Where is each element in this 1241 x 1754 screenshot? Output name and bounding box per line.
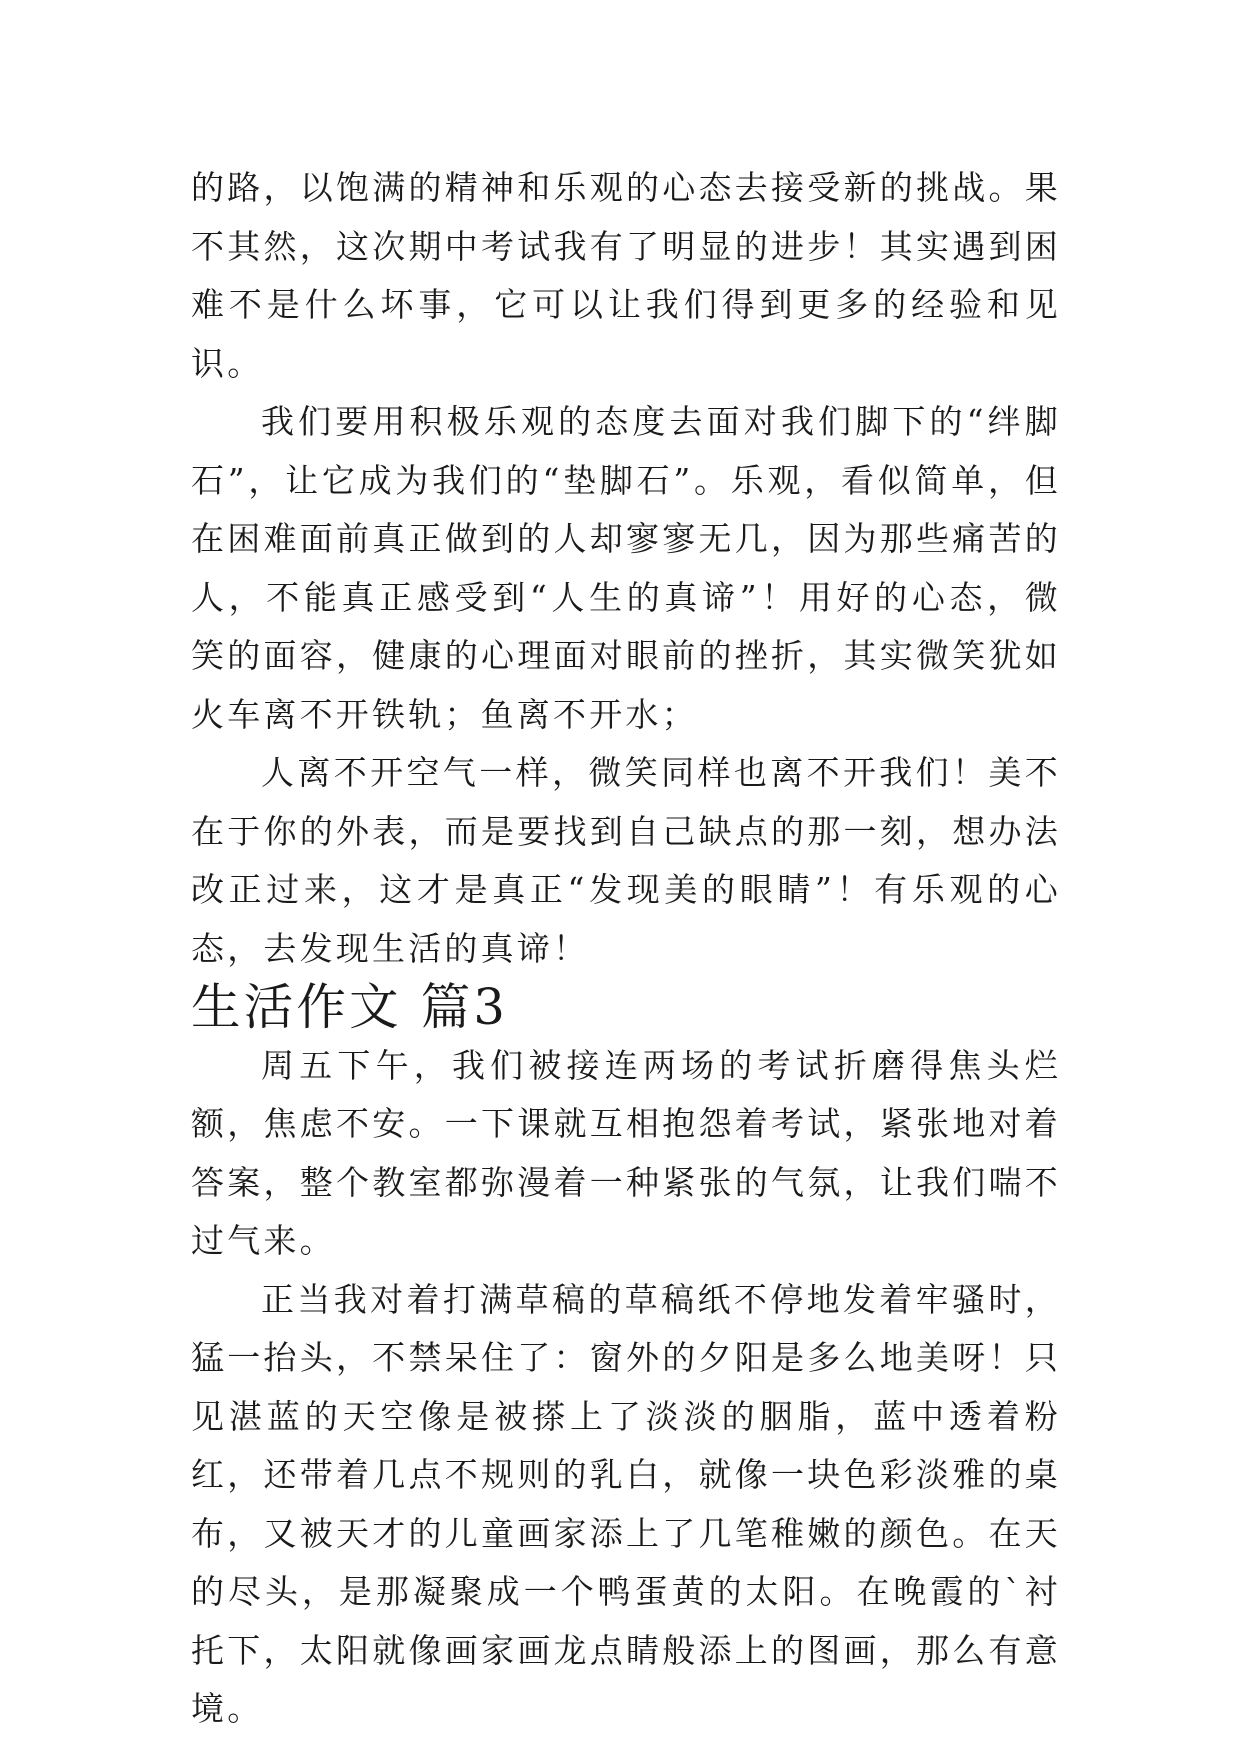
paragraph-4: 周五下午，我们被接连两场的考试折磨得焦头烂额，焦虑不安。一下课就互相抱怨着考试，紧张地对着答案，整个教室都弥漫着一种紧张的气氛，让我们喘不过气来。	[191, 1045, 1061, 1260]
paragraph-2: 我们要用积极乐观的态度去面对我们脚下的“绊脚石”，让它成为我们的“垫脚石”。乐观，看似简单，但在困难面前真正做到的人却寥寥无几，因为那些痛苦的人，不能真正感受到“人生的真谛”！用好的心态，微笑的面容，健康的心理面对眼前的挫折，其实微笑犹如火车离不开铁轨；鱼离不开水；	[191, 402, 1061, 734]
document-body	[191, 159, 1061, 1739]
paragraph-1: 的路，以饱满的精神和乐观的心态去接受新的挑战。果不其然，这次期中考试我有了明显的进步！其实遇到困难不是什么坏事，它可以让我们得到更多的经验和见识。	[191, 168, 1061, 383]
paragraph-3: 人离不开空气一样，微笑同样也离不开我们！美不在于你的外表，而是要找到自己缺点的那一刻，想办法改正过来，这才是真正“发现美的眼睛”！有乐观的心态，去发现生活的真谛！	[191, 753, 1061, 968]
paragraph-5: 正当我对着打满草稿的草稿纸不停地发着牢骚时，猛一抬头，不禁呆住了：窗外的夕阳是多么地美呀！只见湛蓝的天空像是被搽上了淡淡的胭脂，蓝中透着粉红，还带着几点不规则的乳白，就像一块色彩淡雅的桌布，又被天才的儿童画家添上了几笔稚嫩的颜色。在天的尽头，是那凝聚成一个鸭蛋黄的太阳。在晚霞的`衬托下，太阳就像画家画龙点睛般添上的图画，那么有意境。	[191, 1279, 1061, 1728]
section-heading: 生活作文 篇3	[191, 978, 509, 1036]
